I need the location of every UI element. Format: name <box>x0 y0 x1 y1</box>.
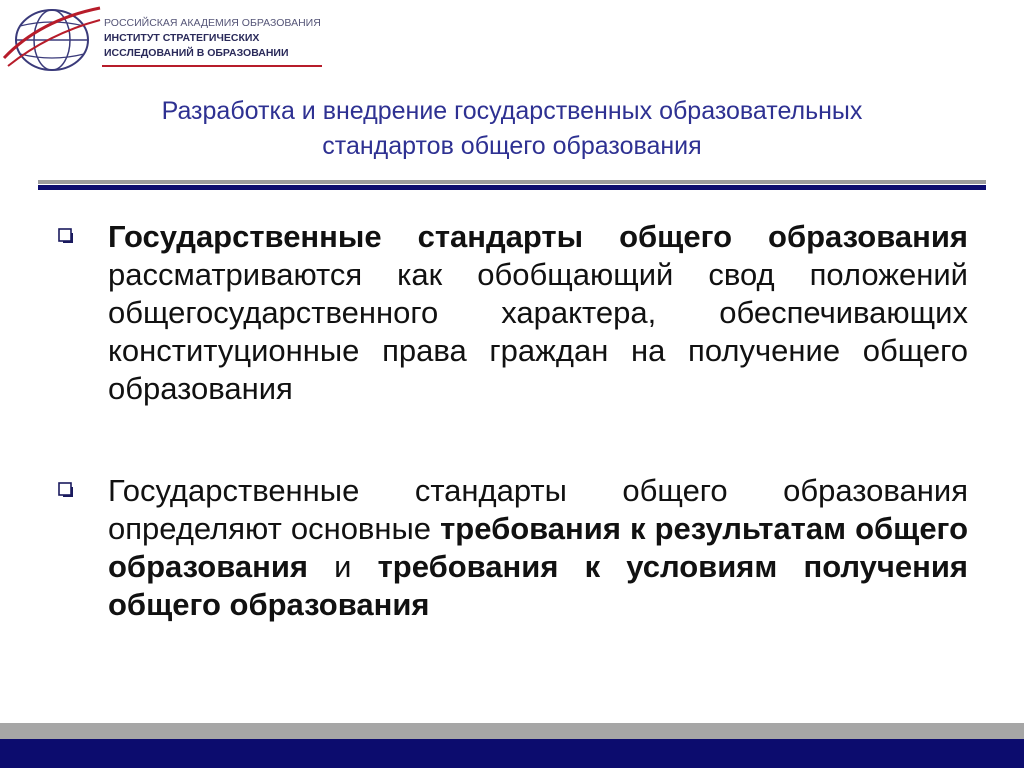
bullet-text-1 <box>108 218 968 408</box>
globe-logo-icon <box>0 0 104 80</box>
bullet-1-text: рассматриваются как обобщающий свод положений общегосударственного характера, обеспечивающих конституционные права граждан на получение общего образования <box>108 257 968 406</box>
footer-bar-grey <box>0 723 1024 739</box>
title-divider-grey <box>38 180 986 184</box>
bullet-2-bold-conditions: требования к условиям получения общего образования <box>108 549 968 622</box>
bullet-1-bold-term: Государственные стандарты общего образования <box>108 219 968 254</box>
footer-bar-navy <box>0 739 1024 768</box>
institute-logo <box>0 0 330 80</box>
slide-title <box>20 94 1004 164</box>
logo-line-institute: ИНСТИТУТ СТРАТЕГИЧЕСКИХ <box>104 32 260 44</box>
bullet-2-text-start: Государственные стандарты общего образования определяют основные <box>108 473 968 546</box>
logo-line-academy: РОССИЙСКАЯ АКАДЕМИЯ ОБРАЗОВАНИЯ <box>104 17 321 29</box>
bullet-item-1 <box>54 218 968 408</box>
bullet-list <box>54 218 968 688</box>
bullet-2-conjunction: и <box>307 549 378 584</box>
slide-title-line-1: Разработка и внедрение государственных образовательных <box>161 97 863 125</box>
bullet-item-2 <box>54 472 968 624</box>
title-divider-navy <box>38 185 986 190</box>
logo-underline <box>102 65 322 67</box>
square-bullet-icon <box>58 482 74 498</box>
bullet-2-bold-results: требования к результатам общего образования <box>108 511 968 584</box>
logo-line-research: ИССЛЕДОВАНИЙ В ОБРАЗОВАНИИ <box>104 47 289 59</box>
slide-title-line-2: стандартов общего образования <box>322 132 702 160</box>
bullet-text-2 <box>108 472 968 624</box>
square-bullet-icon <box>58 228 74 244</box>
